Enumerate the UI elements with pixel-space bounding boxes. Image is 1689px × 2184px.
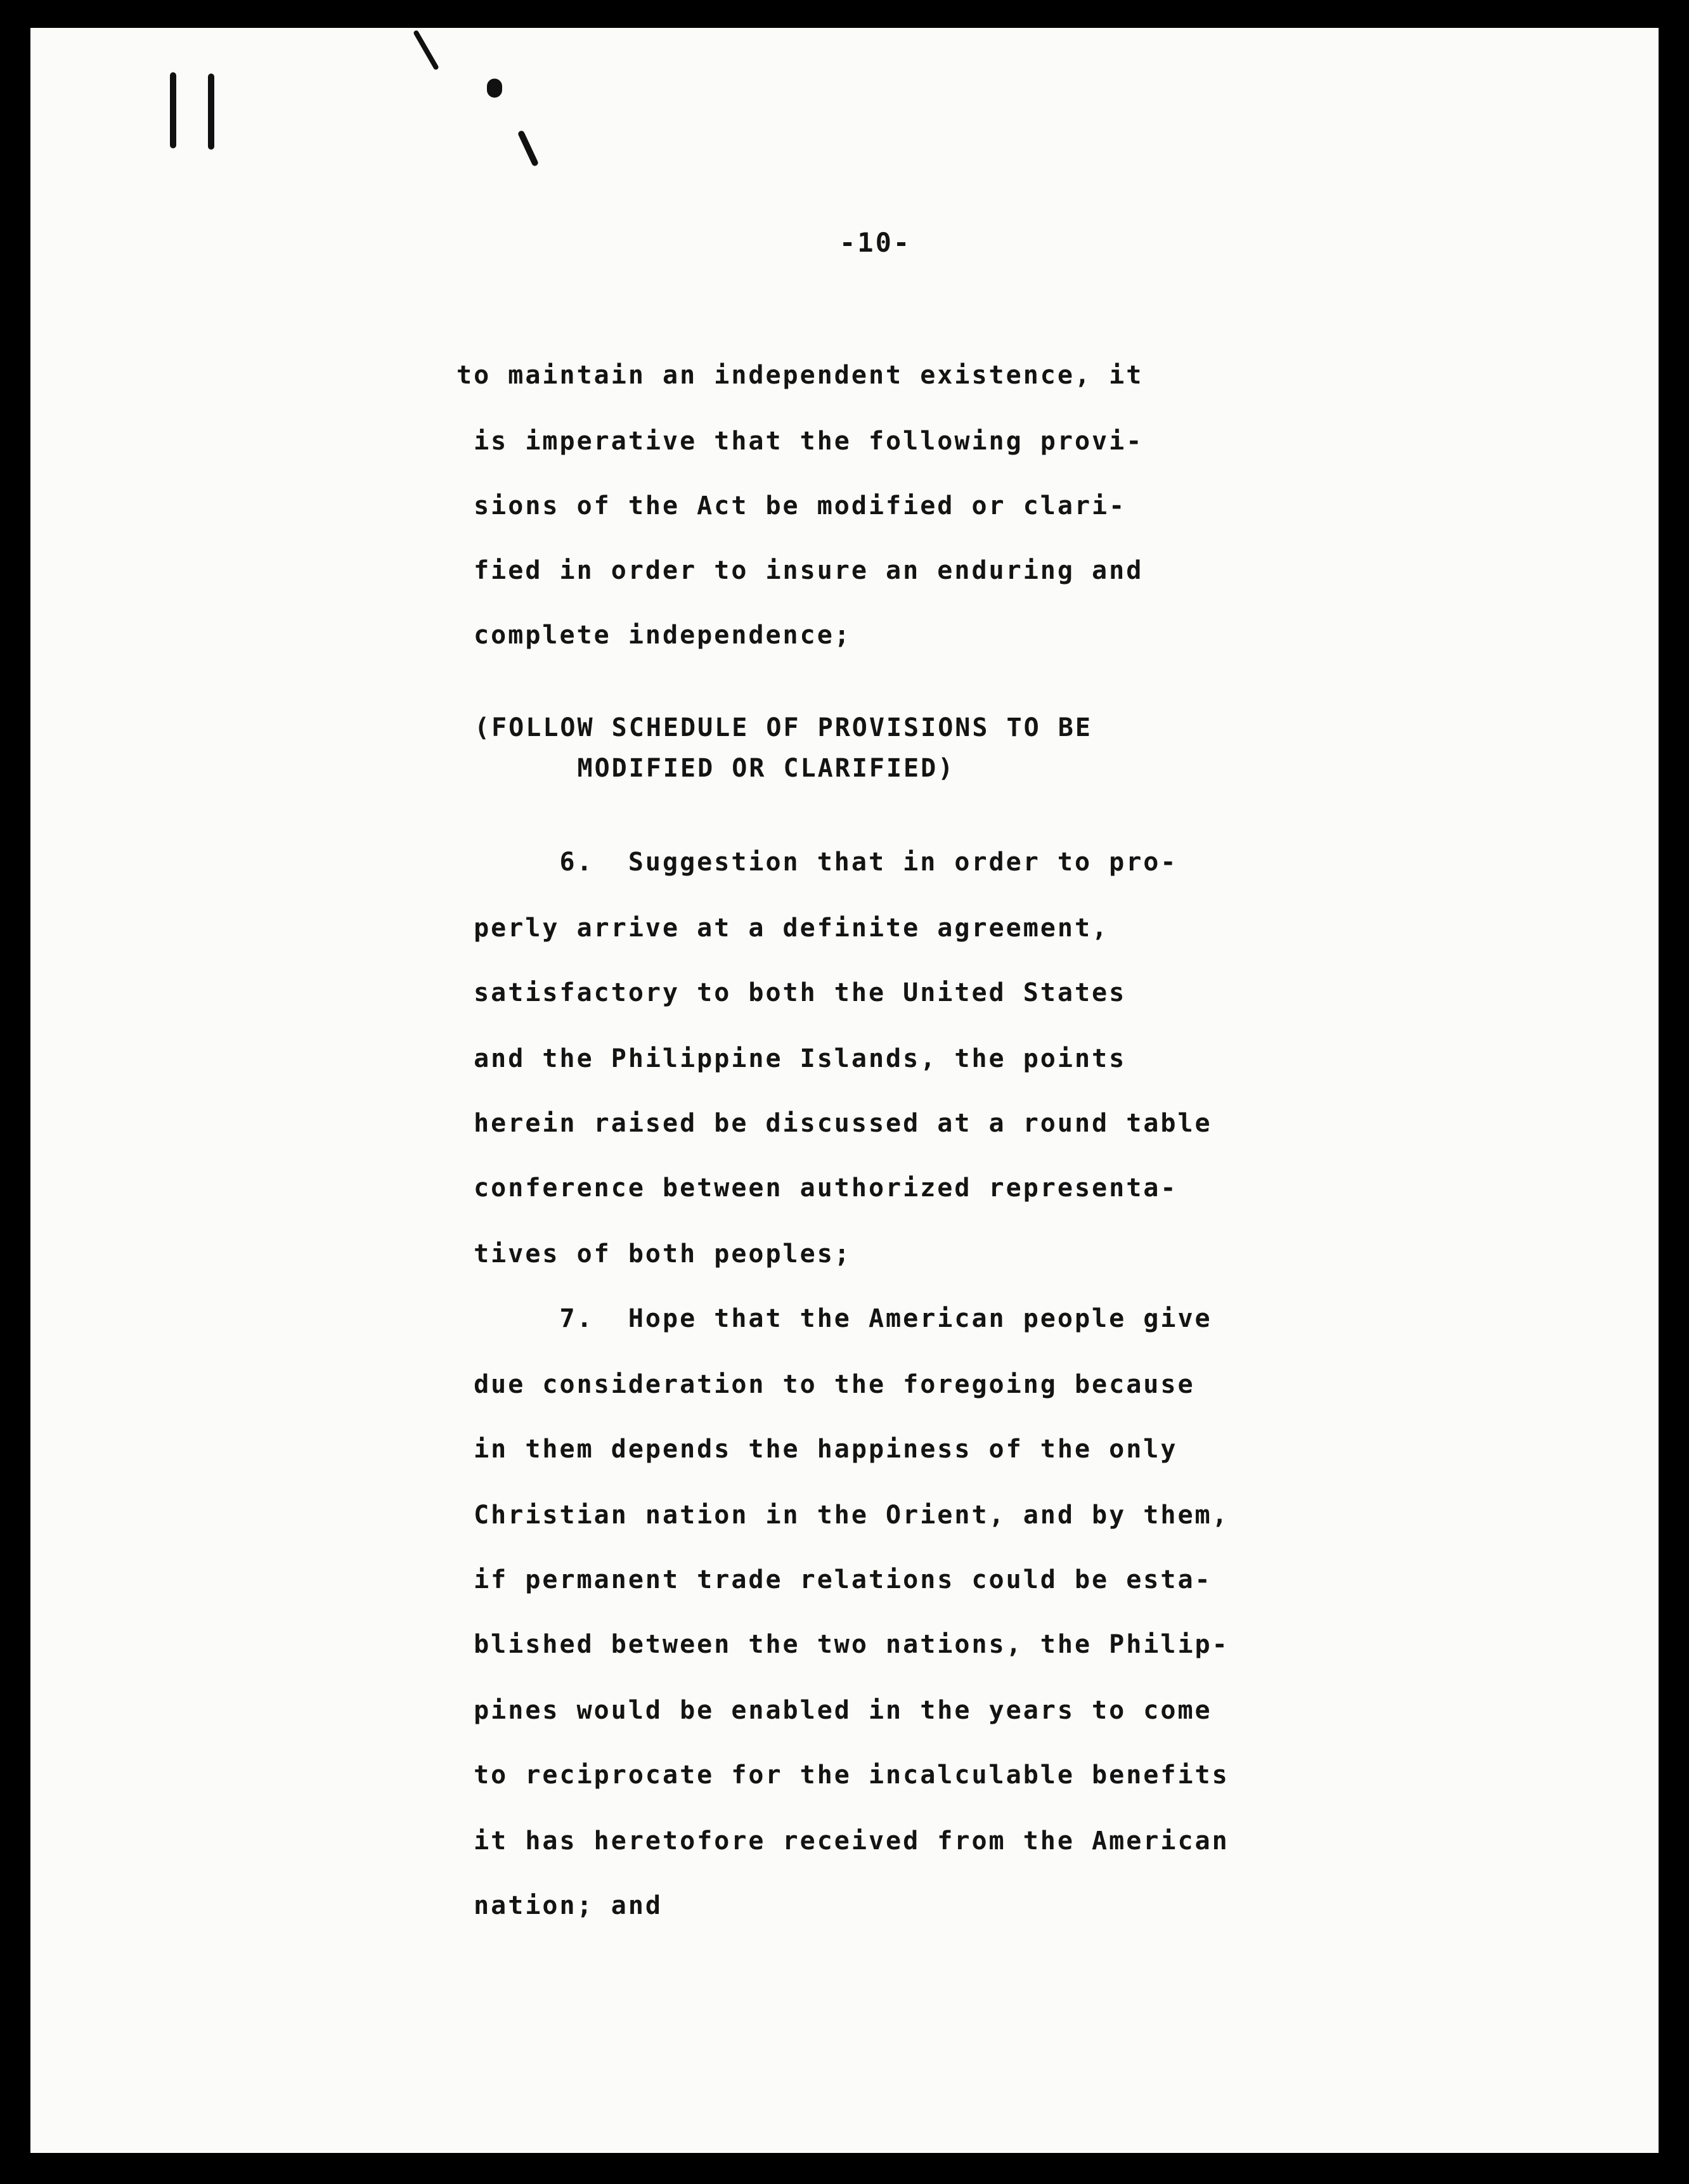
text-line: due consideration to the foregoing because (456, 1370, 1195, 1399)
text-line: if permanent trade relations could be esta- (456, 1565, 1212, 1594)
text-line: satisfactory to both the United States (456, 978, 1127, 1007)
text-line: it has heretofore received from the American (456, 1826, 1229, 1856)
text-line: is imperative that the following provi- (456, 427, 1144, 456)
text-line: to maintain an independent existence, it (456, 361, 1144, 390)
scan-mark (413, 30, 439, 71)
text-line: 6. Suggestion that in order to pro- (456, 848, 1178, 877)
scan-mark (208, 74, 214, 150)
text-line: to reciprocate for the incalculable benefits (456, 1761, 1229, 1790)
text-line: Christian nation in the Orient, and by them, (456, 1501, 1229, 1530)
scan-mark (517, 130, 539, 167)
text-line: blished between the two nations, the Philip- (456, 1630, 1229, 1659)
text-line: fied in order to insure an enduring and (456, 556, 1144, 585)
text-line: in them depends the happiness of the only (456, 1435, 1178, 1464)
page-number: -10- (839, 227, 912, 258)
text-line: tives of both peoples; (456, 1239, 851, 1269)
text-line: perly arrive at a definite agreement, (456, 914, 1110, 943)
document-page (30, 28, 1659, 2153)
schedule-heading-line: (FOLLOW SCHEDULE OF PROVISIONS TO BE (474, 713, 1092, 742)
scan-mark (487, 79, 502, 98)
text-line: herein raised be discussed at a round table (456, 1109, 1212, 1138)
text-line: sions of the Act be modified or clari- (456, 491, 1127, 520)
text-line: complete independence; (456, 621, 851, 650)
text-line: conference between authorized representa- (456, 1173, 1178, 1203)
text-line: nation; and (456, 1891, 663, 1920)
scan-mark (170, 72, 176, 148)
schedule-heading-line: MODIFIED OR CLARIFIED) (474, 754, 955, 783)
text-line: pines would be enabled in the years to come (456, 1696, 1212, 1725)
text-line: 7. Hope that the American people give (456, 1304, 1212, 1333)
text-line: and the Philippine Islands, the points (456, 1044, 1127, 1073)
